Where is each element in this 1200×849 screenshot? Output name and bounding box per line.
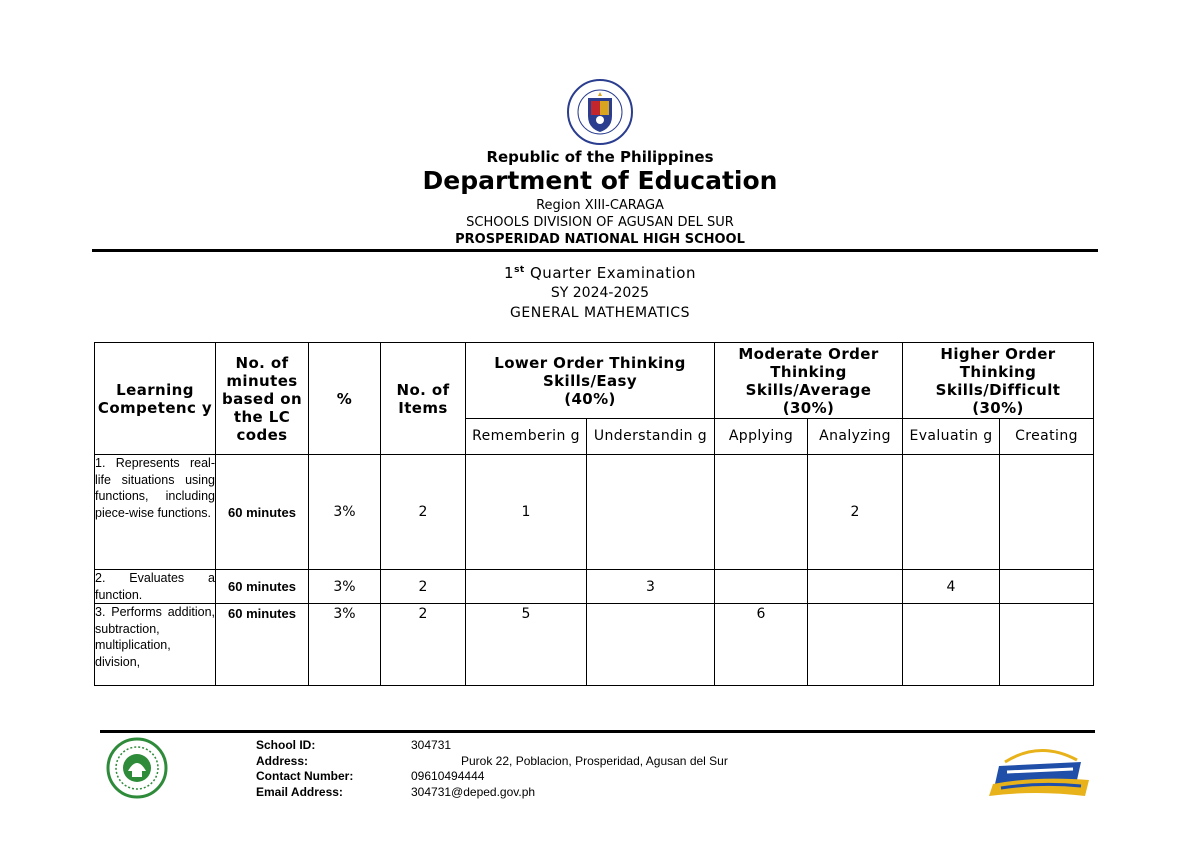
percent-cell: 3% <box>309 570 381 604</box>
understanding-cell <box>587 455 715 570</box>
header-analyzing: Analyzing <box>808 419 903 455</box>
minutes-cell: 60 minutes <box>216 604 309 686</box>
email-value[interactable]: 304731@deped.gov.ph <box>411 784 536 799</box>
applying-cell <box>715 570 808 604</box>
republic-title: Republic of the Philippines <box>486 148 714 166</box>
footer-values <box>411 738 728 800</box>
understanding-cell <box>587 604 715 686</box>
contact-label: Contact Number: <box>256 769 354 783</box>
address-value: Purok 22, Poblacion, Prosperidad, Agusan del Sur <box>461 753 728 768</box>
department-title: Department of Education <box>422 166 778 195</box>
email-label: Email Address: <box>256 784 343 799</box>
competency-cell: 2. Evaluates a function. <box>95 571 215 602</box>
remembering-cell <box>466 570 587 604</box>
header-percent: % <box>309 343 381 455</box>
contact-value: 09610494444 <box>411 769 485 783</box>
region-text: Region XIII-CARAGA <box>536 198 664 213</box>
exam-title: 1st Quarter Examination <box>504 264 696 282</box>
deped-seal-icon <box>560 78 640 146</box>
school-name: PROSPERIDAD NATIONAL HIGH SCHOOL <box>455 232 745 247</box>
percent-cell: 3% <box>309 455 381 570</box>
header-competency: Learning Competenc y <box>95 343 216 455</box>
header-minutes: No. of minutes based on the LC codes <box>216 343 309 455</box>
header-divider <box>92 249 1098 252</box>
header-remembering: Rememberin g <box>466 419 587 455</box>
school-year: SY 2024-2025 <box>550 285 650 301</box>
footer-labels <box>256 738 353 800</box>
header-understanding: Understandin g <box>587 419 715 455</box>
school-seal-icon <box>104 737 170 799</box>
header-creating: Creating <box>1000 419 1094 455</box>
analyzing-cell <box>808 570 903 604</box>
creating-cell <box>1000 455 1094 570</box>
header-higher-order: Higher Order Thinking Skills/Difficult (30%) <box>903 343 1094 419</box>
school-id-value: 304731 <box>411 738 452 752</box>
division-text: SCHOOLS DIVISION OF AGUSAN DEL SUR <box>466 215 734 230</box>
evaluating-cell <box>903 604 1000 686</box>
applying-cell <box>715 455 808 570</box>
table-row <box>95 455 1094 570</box>
applying-cell: 6 <box>715 604 808 686</box>
items-cell: 2 <box>381 570 466 604</box>
header-items: No. of Items <box>381 343 466 455</box>
competency-cell: 1. Represents real-life situations using functions, including piece-wise functions. <box>95 455 216 570</box>
remembering-cell: 5 <box>466 604 587 686</box>
footer-divider <box>100 730 1095 733</box>
uswag-logo-icon <box>985 740 1095 798</box>
understanding-cell: 3 <box>587 570 715 604</box>
creating-cell <box>1000 570 1094 604</box>
competency-cell: 3. Performs addition, subtraction, multiplication, division, <box>95 604 216 686</box>
header-evaluating: Evaluatin g <box>903 419 1000 455</box>
analyzing-cell <box>808 604 903 686</box>
table-row <box>95 570 1094 604</box>
analyzing-cell: 2 <box>808 455 903 570</box>
address-label: Address: <box>256 753 309 768</box>
table-of-specifications <box>94 342 1094 686</box>
items-cell: 2 <box>381 604 466 686</box>
school-id-label: School ID: <box>256 738 316 752</box>
evaluating-cell: 4 <box>903 570 1000 604</box>
percent-cell: 3% <box>309 604 381 686</box>
items-cell: 2 <box>381 455 466 570</box>
table-row <box>95 604 1094 686</box>
subject-title: GENERAL MATHEMATICS <box>510 305 690 321</box>
header-applying: Applying <box>715 419 808 455</box>
header-lower-order: Lower Order Thinking Skills/Easy (40%) <box>466 343 715 419</box>
minutes-cell: 60 minutes <box>216 570 309 604</box>
evaluating-cell <box>903 455 1000 570</box>
remembering-cell: 1 <box>466 455 587 570</box>
creating-cell <box>1000 604 1094 686</box>
minutes-cell: 60 minutes <box>216 455 309 570</box>
header-moderate-order: Moderate Order Thinking Skills/Average (30%) <box>715 343 903 419</box>
